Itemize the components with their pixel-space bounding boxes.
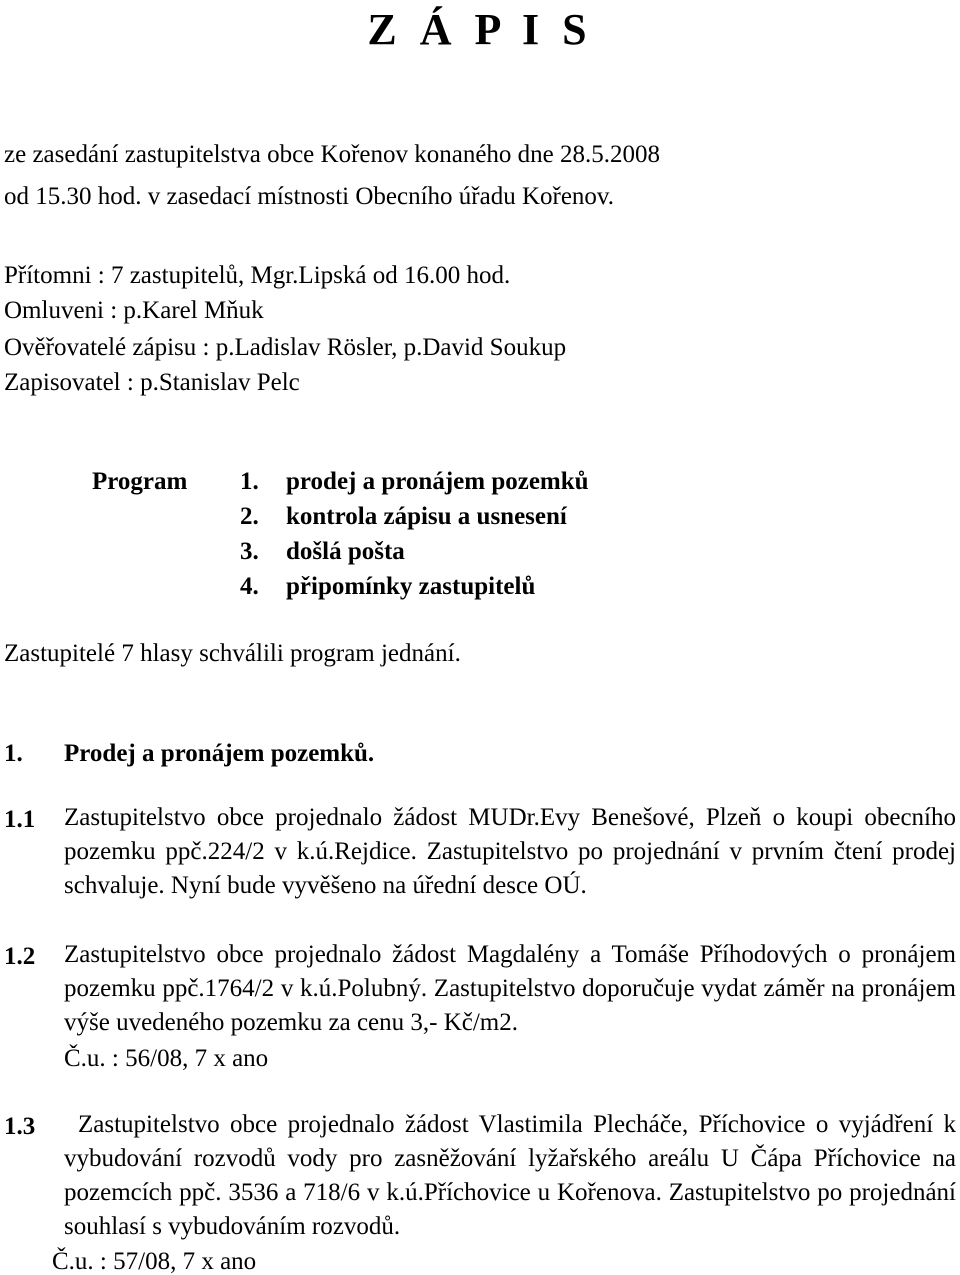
header-line-2: od 15.30 hod. v zasedací místnosti Obecního úřadu Kořenov. (4, 183, 615, 210)
section-1-num: 1. (4, 740, 23, 767)
program-item-1-text: prodej a pronájem pozemků (286, 468, 589, 495)
item-1-3-num: 1.3 (4, 1113, 36, 1140)
attendance-present: Přítomni : 7 zastupitelů, Mgr.Lipská od 16.00 hod. (4, 262, 511, 289)
program-item-4-text: připomínky zastupitelů (286, 573, 536, 600)
program-item-3-text: došlá pošta (286, 538, 405, 565)
program-label: Program (92, 468, 188, 495)
item-1-1-num: 1.1 (4, 806, 36, 833)
attendance-excused: Omluveni : p.Karel Mňuk (4, 297, 264, 324)
program-item-2-text: kontrola zápisu a usnesení (286, 503, 567, 530)
item-1-3-resolution: Č.u. : 57/08, 7 x ano (52, 1248, 257, 1275)
item-1-2-resolution: Č.u. : 56/08, 7 x ano (64, 1045, 269, 1072)
attendance-verifiers: Ověřovatelé zápisu : p.Ladislav Rösler, p.David Soukup (4, 334, 567, 361)
item-1-2-num: 1.2 (4, 943, 36, 970)
program-item-3-num: 3. (240, 538, 259, 565)
program-item-4-num: 4. (240, 573, 259, 600)
program-item-2-num: 2. (240, 503, 259, 530)
program-item-1-num: 1. (240, 468, 259, 495)
item-1-3-text: Zastupitelstvo obce projednalo žádost Vlastimila Plecháče, Příchovice o vyjádření k vybudování rozvodů vody pro zasněžování lyžařského areálu U Čápa Příchovice na pozemcích ppč. 3536 a 718/6 v k.ú.Příchovice u Kořenova. Zastupitelstvo po projednání souhlasí s vybudováním rozvodů. (64, 1111, 956, 1240)
document-title: Z Á P I S (367, 5, 593, 54)
section-1-title: Prodej a pronájem pozemků. (64, 740, 375, 767)
attendance-recorder: Zapisovatel : p.Stanislav Pelc (4, 369, 300, 396)
header-line-1: ze zasedání zastupitelstva obce Kořenov konaného dne 28.5.2008 (4, 141, 661, 168)
item-1-2-text: Zastupitelstvo obce projednalo žádost Magdalény a Tomáše Příhodových o pronájem pozemku ppč.1764/2 v k.ú.Polubný. Zastupitelstvo doporučuje vydat záměr na pronájem výše uvedeného pozemku za cenu 3,- Kč/m2. (64, 941, 956, 1036)
item-1-1-text: Zastupitelstvo obce projednalo žádost MUDr.Evy Benešové, Plzeň o koupi obecního pozemku ppč.224/2 v k.ú.Rejdice. Zastupitelstvo po projednání v prvním čtení prodej schvaluje. Nyní bude vyvěšeno na úřední desce OÚ. (64, 804, 956, 899)
program-approval: Zastupitelé 7 hlasy schválili program jednání. (4, 640, 461, 667)
